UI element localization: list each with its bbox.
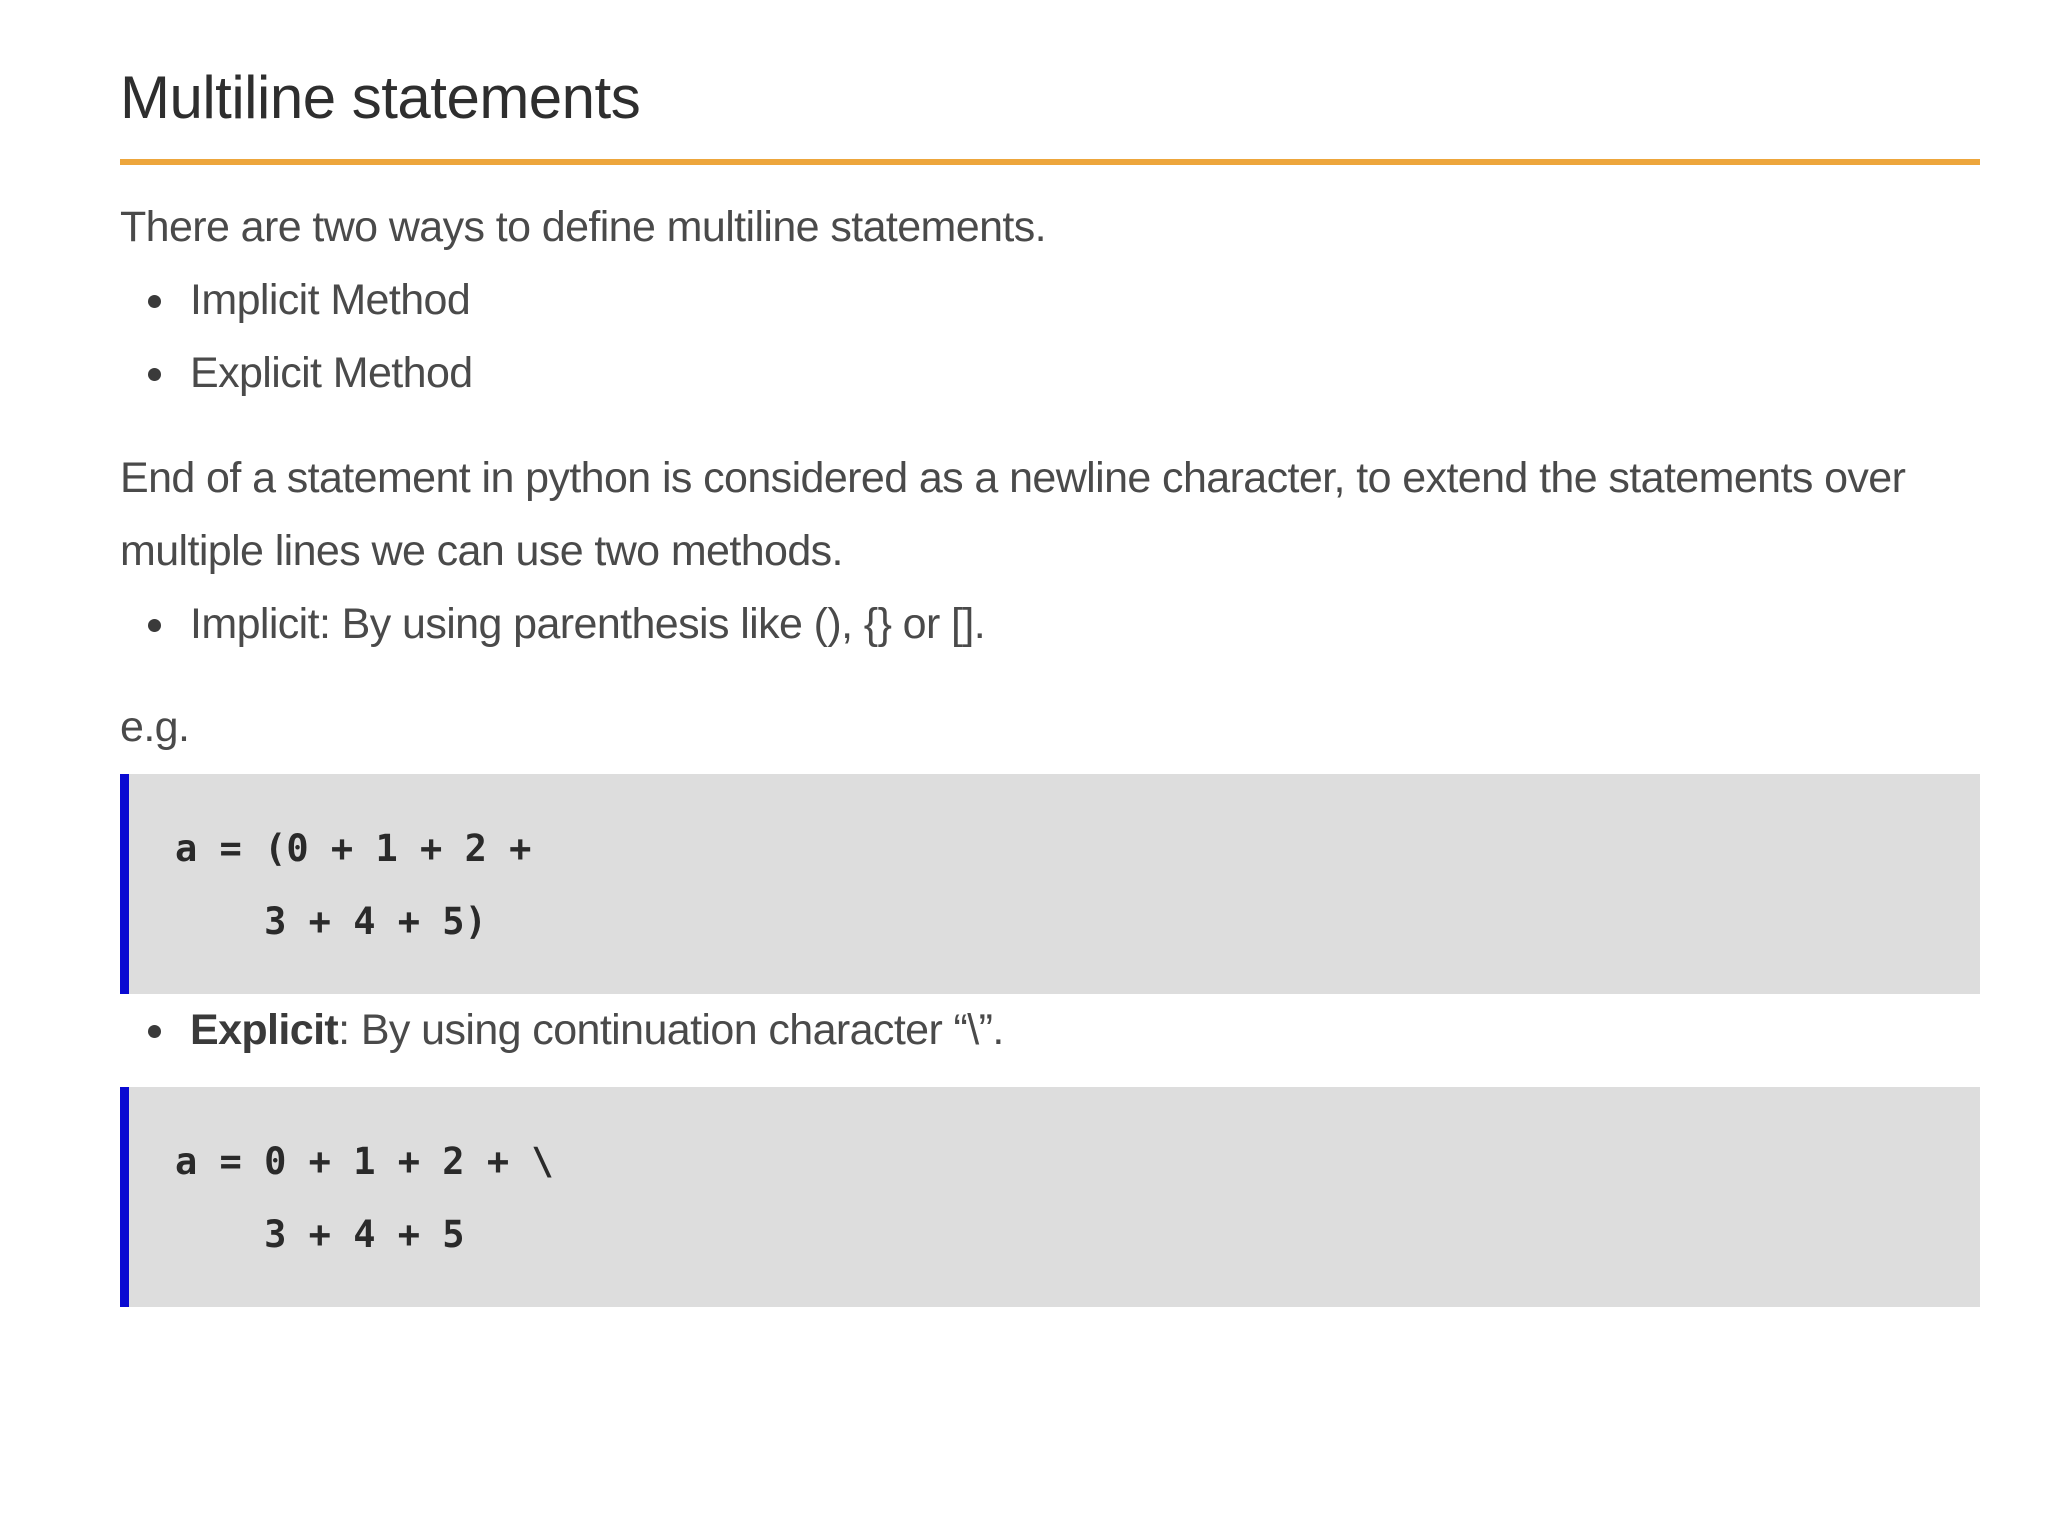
intro-paragraph: There are two ways to define multiline statements. <box>120 203 1046 251</box>
statement-end-paragraph: End of a statement in python is considered as a newline character, to extend the statements over multiple lines we can use two methods. <box>120 454 1906 575</box>
explicit-label: Explicit <box>190 1006 339 1054</box>
implicit-description: Implicit: By using parenthesis like (), {} or []. <box>190 600 986 648</box>
list-item <box>120 264 1980 337</box>
list-item <box>120 588 1980 661</box>
list-item <box>120 994 1980 1067</box>
page-title: Multiline statements <box>120 64 641 131</box>
implicit-list <box>120 588 1980 661</box>
code-block-implicit[interactable] <box>120 774 1980 994</box>
example-label: e.g. <box>120 703 190 751</box>
list-item-text: Explicit Method <box>190 349 473 397</box>
code-line: a = 0 + 1 + 2 + \ <box>175 1140 554 1183</box>
list-item <box>120 337 1980 410</box>
code-line: a = (0 + 1 + 2 + <box>175 827 532 870</box>
methods-list <box>120 264 1980 410</box>
list-item-text: Implicit Method <box>190 276 471 324</box>
bullet-icon <box>148 295 161 308</box>
bullet-icon <box>148 619 161 632</box>
explicit-list <box>120 994 1980 1067</box>
code-line: 3 + 4 + 5 <box>175 1213 465 1256</box>
article-content <box>120 0 1980 1307</box>
bullet-icon <box>148 368 161 381</box>
code-block-explicit[interactable] <box>120 1087 1980 1307</box>
explicit-description: : By using continuation character “\”. <box>338 1006 1004 1054</box>
code-line: 3 + 4 + 5) <box>175 900 487 943</box>
title-underline-rule <box>120 159 1980 165</box>
bullet-icon <box>148 1025 161 1038</box>
